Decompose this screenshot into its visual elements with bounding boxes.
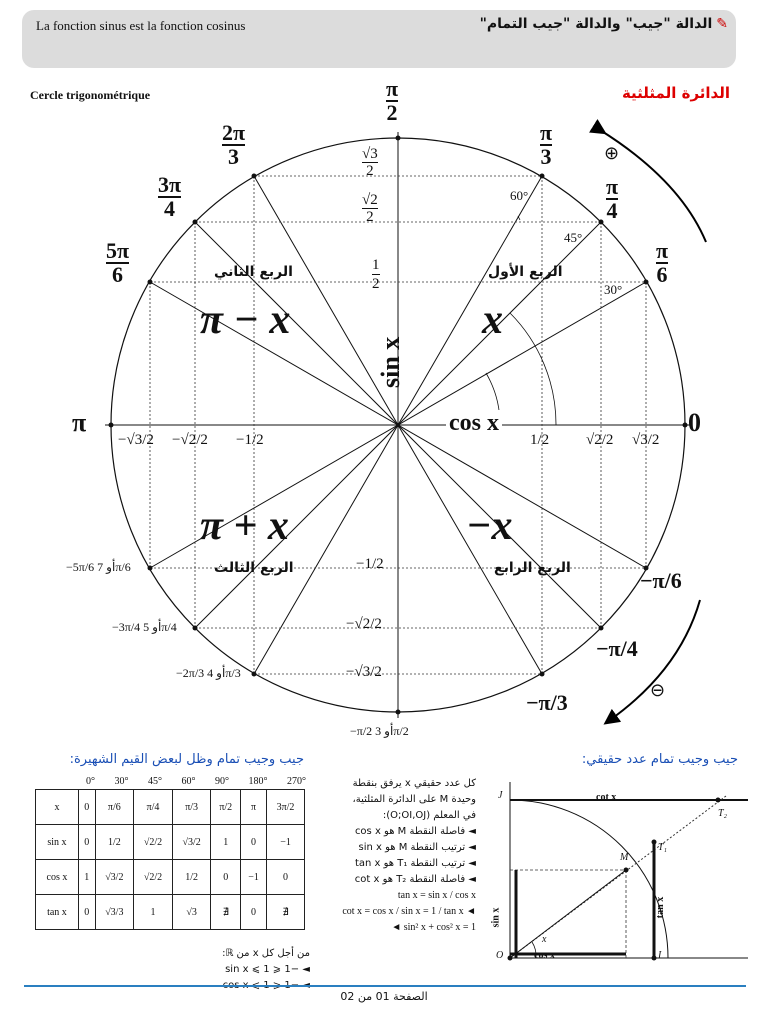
big-minus-x-label: −x: [466, 503, 513, 549]
quadrant-1-label: الربع الأول: [488, 264, 563, 280]
quadrant-2-label: الربع الثاني: [214, 264, 293, 280]
row-label: cos x: [36, 860, 79, 895]
cos-label: cos x: [534, 950, 555, 961]
label-neg-pi-3: −π/3: [526, 690, 568, 715]
circle-title-ar: الدائرة المثلثية: [621, 84, 730, 102]
point-M: M: [620, 852, 629, 863]
header-bar: [22, 10, 736, 68]
table-row: x 0 π/6 π/4 π/3 π/2 π 3π/2: [36, 790, 305, 825]
tick-sqrt3-2-y: √3 2: [362, 146, 378, 179]
circle-title-fr: Cercle trigonométrique: [30, 88, 151, 102]
table-row: cos x 1 √3/2 √2/2 1/2 0 −1 0: [36, 860, 305, 895]
page-footer: الصفحة 01 من 02: [340, 990, 428, 1003]
label-pi-2: π 2: [386, 76, 399, 125]
label-5pi-6: 5π 6: [106, 238, 130, 287]
label-neg-3pi4-or-5pi4: −3π/4 أو 5π/4: [112, 620, 177, 634]
cot-label: cot x: [596, 792, 617, 803]
row-label: x: [36, 790, 79, 825]
angle-45: 45°: [564, 230, 583, 245]
tick-x-1-2: 1/2: [530, 432, 550, 448]
big-x-label: x: [482, 297, 503, 343]
tan-label: tan x: [655, 896, 667, 919]
label-2pi-3: 2π 3: [222, 120, 246, 169]
values-table: [35, 789, 305, 930]
big-pi-minus-x-label: π − x: [200, 297, 291, 343]
tick-x-sqrt3-2: √3/2: [632, 432, 660, 448]
row-label: sin x: [36, 825, 79, 860]
label-neg-pi-4: −π/4: [596, 636, 638, 661]
tick-x-sqrt2-2: √2/2: [586, 432, 614, 448]
label-neg-2pi3-or-4pi3: −2π/3 أو 4π/3: [176, 666, 241, 680]
header-title-fr: La fonction sinus est la fonction cosinus: [36, 18, 246, 33]
small-circle-figure: [486, 778, 756, 983]
label-3pi-4: 3π 4: [158, 172, 182, 221]
inequalities-note: من أجل كل x من ℝ: ◄ −1 ⩽ sin x ⩽ 1: [222, 948, 310, 975]
tick-x-neg-sqrt2-2: −√2/2: [172, 432, 208, 448]
plus-icon: ⊕: [604, 143, 620, 164]
sin-axis-label: sin x: [376, 336, 405, 388]
tick-x-neg-sqrt3-2: −√3/2: [118, 432, 154, 448]
arc-45: [510, 313, 556, 425]
quadrant-4-label: الربع الرابع: [494, 560, 571, 576]
angle-x-label: x: [542, 934, 547, 945]
point-T2: T₂: [718, 808, 728, 819]
tick-y-neg-sqrt3-2: −√3/2: [346, 664, 382, 680]
label-neg-5pi6-or-7pi6: −5π/6 أو 7π/6: [66, 560, 131, 574]
footer-divider: [24, 985, 746, 987]
real-section-title: جيب وجيب تمام عدد حقيقي:: [581, 752, 738, 767]
label-pi-6: π 6: [656, 238, 669, 287]
tick-x-neg-1-2: −1/2: [236, 432, 264, 448]
label-pi-3: π 3: [540, 120, 553, 169]
cos-axis-label: cos x: [446, 410, 502, 437]
degree-header: 0° 30° 45° 60° 90° 180° 270°: [86, 776, 306, 787]
point-J: J: [498, 790, 503, 801]
big-pi-plus-x-label: π + x: [200, 503, 289, 549]
point-I: I: [658, 950, 662, 961]
pi-label: π: [72, 408, 87, 437]
table-row: tan x 0 √3/3 1 √3 ∄ 0 ∄: [36, 895, 305, 930]
table-section-title: جيب وجيب تمام وظل لبعض القيم الشهيرة:: [69, 752, 304, 767]
point-O: O: [496, 950, 504, 961]
label-neg-pi-6: −π/6: [640, 568, 682, 593]
tick-1-2-y: 1 2: [372, 257, 380, 292]
point-T1: T₁: [658, 842, 668, 853]
table-row: sin x 0 1/2 √2/2 √3/2 1 0 −1: [36, 825, 305, 860]
header-title-ar: ✎الدالة "جيب" والدالة "جيب التمام": [479, 16, 728, 32]
real-section-text: كل عدد حقيقي x يرفق بنقطة وحيدة M على الدائرة المثلثية، في المعلم (O;OI,OJ): ◄ فاصلة النقطة M هو cos x ◄ ترتيب النقطة M هو sin x ◄ ترتيب النقطة T₁ هو tan x ◄ فاصلة النقطة T₂ هو cot x tan x = sin x / cos x ◄ cot x = cos x / sin x = 1 / tan x sin² x + cos² x = 1 ◄: [342, 778, 476, 933]
tick-y-neg-1-2: −1/2: [356, 556, 384, 572]
angle-60: 60°: [510, 188, 529, 203]
angle-30: 30°: [604, 282, 623, 297]
label-neg-pi2-or-3pi2: −π/2 أو 3π/2: [350, 724, 409, 738]
minus-icon: ⊖: [650, 680, 666, 701]
zero-label: 0: [688, 408, 701, 437]
label-pi-4: π 4: [606, 174, 619, 223]
sin-label: sin x: [490, 907, 502, 928]
tick-sqrt2-2-y: √2 2: [362, 192, 378, 225]
row-label: tan x: [36, 895, 79, 930]
pencil-icon: ✎: [716, 16, 728, 32]
quadrant-3-label: الربع الثالث: [214, 560, 294, 576]
trig-circle-figure: [0, 70, 768, 760]
tick-y-neg-sqrt2-2: −√2/2: [346, 616, 382, 632]
